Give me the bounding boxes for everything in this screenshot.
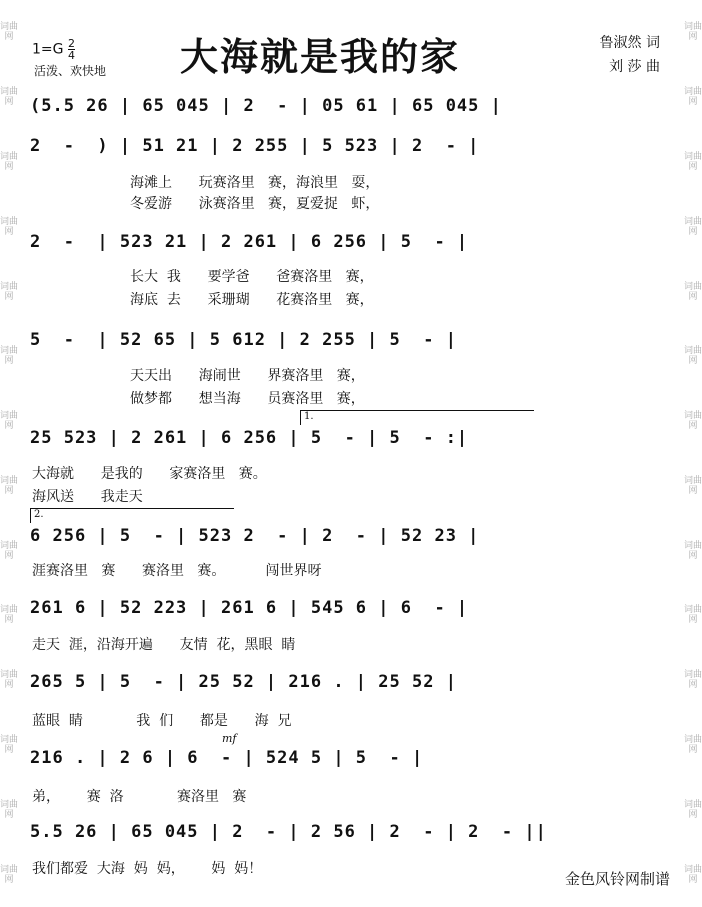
lyric-line: 长大 我 要学爸 爸赛洛里 赛，: [130, 269, 374, 285]
lyric-line: 海滩上 玩赛洛里 赛，海浪里 耍，: [130, 175, 380, 191]
composer-credit: 刘 莎 曲: [609, 59, 660, 75]
score-row-4: [30, 330, 670, 358]
lyric-line: 海底 去 采珊瑚 花赛洛里 赛，: [130, 292, 374, 308]
notes: 5 - | 52 65 | 5 612 | 2 255 | 5 - |: [30, 330, 457, 350]
score-row-8: [30, 672, 670, 700]
lyric-line: 冬爱游 泳赛洛里 赛，夏爱捉 虾，: [130, 196, 380, 212]
notes: 5.5 26 | 65 045 | 2 - | 2 56 | 2 - | 2 - ||: [30, 822, 547, 842]
lyric-line: 弟， 赛 洛 赛洛里 赛: [32, 789, 247, 805]
lyric-line: 天天出 海闹世 界赛洛里 赛，: [130, 368, 365, 384]
volta-2: 2.: [30, 508, 234, 523]
lyric-line: 海风送 我走天: [32, 489, 143, 505]
score-row-2: [30, 136, 670, 164]
side-watermark-left: 词曲网 词曲网 词曲网 词曲网 词曲网 词曲网 词曲网 词曲网 词曲网 词曲网 词曲网 词曲网 词曲网 词曲网: [0, 22, 19, 885]
lyric-line: 我们都爱 大海 妈 妈， 妈 妈！: [32, 861, 263, 877]
score-row-6: [30, 526, 670, 554]
score-row-5: [30, 428, 670, 456]
notes: 25 523 | 2 261 | 6 256 | 5 - | 5 - :|: [30, 428, 469, 448]
notes: (5.5 26 | 65 045 | 2 - | 05 61 | 65 045 |: [30, 96, 502, 116]
song-title: 大海就是我的家: [180, 35, 461, 79]
score-row-7: [30, 598, 670, 626]
key-signature: 1=G $\frac{2}{4}$: [32, 37, 75, 62]
tempo-marking: 活泼、欢快地: [34, 64, 107, 78]
score-row-9: [30, 748, 670, 776]
side-watermark-right: 词曲网 词曲网 词曲网 词曲网 词曲网 词曲网 词曲网 词曲网 词曲网 词曲网 词曲网 词曲网 词曲网 词曲网: [684, 22, 702, 885]
notes: 216 . | 2 6 | 6 - | 524 5 | 5 - |: [30, 748, 424, 768]
lyric-line: 蓝眼 睛 我 们 都是 海 兄: [32, 713, 292, 729]
footer-credit: 金色风铃网制谱: [564, 870, 670, 888]
time-signature-bottom: 4: [67, 49, 75, 62]
dynamic-mf: mf: [222, 732, 237, 745]
lyric-line: 走天 涯，沿海开遍 友情 花，黑眼 睛: [32, 637, 296, 653]
lyricist-credit: 鲁淑然 词: [599, 35, 660, 51]
lyric-line: 做梦都 想当海 员赛洛里 赛，: [130, 391, 365, 407]
time-signature-top: 2: [67, 37, 75, 50]
lyric-line: 涯赛洛里 赛 赛洛里 赛。 闯世界呀: [32, 563, 322, 579]
lyric-line: 大海就 是我的 家赛洛里 赛。: [32, 466, 267, 482]
notes: 265 5 | 5 - | 25 52 | 216 . | 25 52 |: [30, 672, 457, 692]
score-row-3: [30, 232, 670, 260]
notes: 2 - ) | 51 21 | 2 255 | 5 523 | 2 - |: [30, 136, 480, 156]
score-row-10: [30, 822, 670, 850]
notes: 2 - | 523 21 | 2 261 | 6 256 | 5 - |: [30, 232, 469, 252]
volta-1: 1.: [300, 410, 534, 425]
score-row-1: [30, 96, 670, 124]
notes: 261 6 | 52 223 | 261 6 | 545 6 | 6 - |: [30, 598, 469, 618]
notes: 6 256 | 5 - | 523 2 - | 2 - | 52 23 |: [30, 526, 480, 546]
